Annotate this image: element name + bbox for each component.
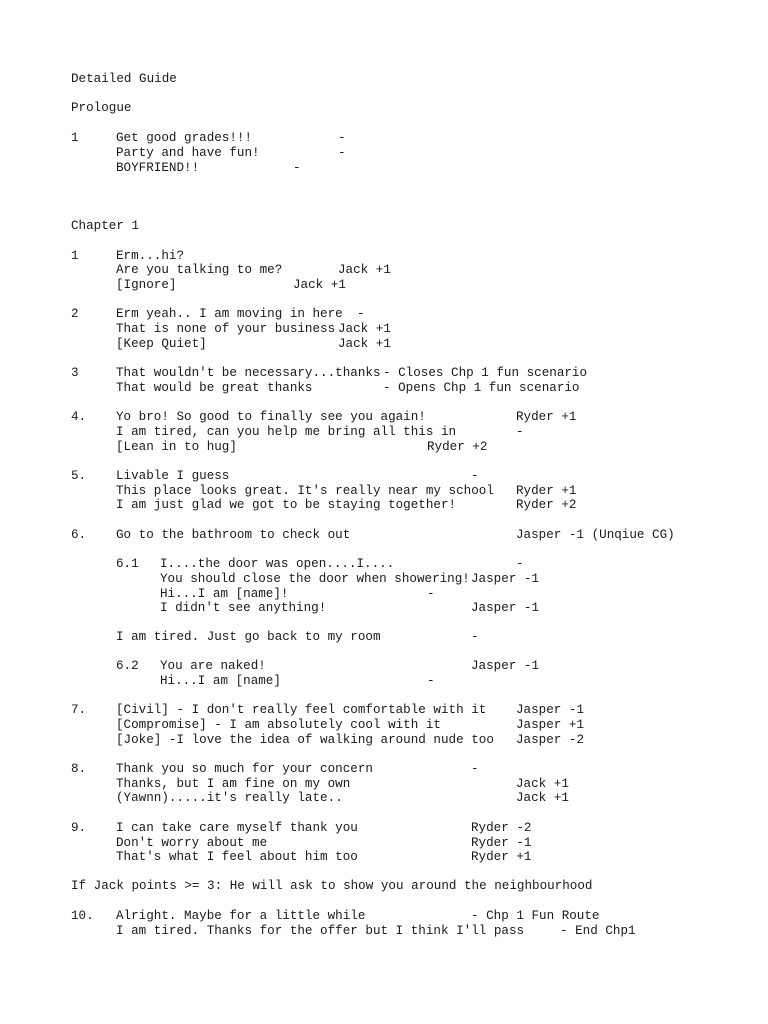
choice-result: - xyxy=(338,131,346,145)
prologue-heading: Prologue xyxy=(71,101,132,115)
choice-text: Are you talking to me? xyxy=(116,263,283,277)
choice-result: Ryder -1 xyxy=(471,836,532,850)
item-number: 1 xyxy=(71,249,79,263)
choice-text: That would be great thanks xyxy=(116,381,313,395)
choice-text: This place looks great. It's really near my school xyxy=(116,484,494,498)
item-number: 10. xyxy=(71,909,94,923)
choice-result: - xyxy=(471,762,479,776)
choice-text: Thanks, but I am fine on my own xyxy=(116,777,351,791)
choice-text: Erm yeah.. I am moving in here xyxy=(116,307,343,321)
item-number: 8. xyxy=(71,762,87,776)
choice-text: [Joke] -I love the idea of walking around nude too xyxy=(116,733,494,747)
choice-text: [Compromise] - I am absolutely cool with it xyxy=(116,718,441,732)
choice-text: I didn't see anything! xyxy=(160,601,327,615)
choice-result: - End Chp1 xyxy=(560,924,636,938)
choice-result: Ryder +1 xyxy=(516,410,577,424)
chapter-heading: Chapter 1 xyxy=(71,219,140,233)
choice-text: That's what I feel about him too xyxy=(116,850,358,864)
choice-text: Erm...hi? xyxy=(116,249,185,263)
choice-text: [Lean in to hug] xyxy=(116,440,237,454)
choice-text: Livable I guess xyxy=(116,469,230,483)
item-number: 5. xyxy=(71,469,87,483)
item-number: 1 xyxy=(71,131,79,145)
choice-result: Ryder +1 xyxy=(471,850,532,864)
choice-text: I am tired. Just go back to my room xyxy=(116,630,381,644)
item-number: 6. xyxy=(71,528,87,542)
choice-result: Jack +1 xyxy=(516,777,569,791)
choice-result: Jack +1 xyxy=(338,263,391,277)
choice-result: - xyxy=(471,469,479,483)
choice-result: Jack +1 xyxy=(338,337,391,351)
choice-text: BOYFRIEND!! xyxy=(116,161,200,175)
choice-result: - Chp 1 Fun Route xyxy=(471,909,600,923)
choice-text: Party and have fun! xyxy=(116,146,260,160)
choice-text: I am tired. Thanks for the offer but I think I'll pass xyxy=(116,924,525,938)
choice-result: Jasper -2 xyxy=(516,733,585,747)
choice-text: You are naked! xyxy=(160,659,266,673)
choice-result: - xyxy=(357,307,365,321)
choice-text: Thank you so much for your concern xyxy=(116,762,373,776)
choice-result: - xyxy=(516,425,524,439)
choice-result: - xyxy=(427,674,435,688)
choice-result: Ryder +2 xyxy=(427,440,488,454)
choice-result: - xyxy=(516,557,524,571)
choice-result: - Closes Chp 1 fun scenario xyxy=(383,366,588,380)
document-title: Detailed Guide xyxy=(71,72,177,86)
choice-result: Jasper -1 xyxy=(516,703,585,717)
choice-result: - xyxy=(338,146,346,160)
choice-result: Jasper -1 (Unqiue CG) xyxy=(516,528,675,542)
item-number: 7. xyxy=(71,703,87,717)
choice-result: Jack +1 xyxy=(516,791,569,805)
choice-result: Jasper +1 xyxy=(516,718,585,732)
choice-text: Hi...I am [name]! xyxy=(160,587,289,601)
choice-text: Hi...I am [name] xyxy=(160,674,281,688)
choice-text: [Civil] - I don't really feel comfortable with it xyxy=(116,703,487,717)
choice-text: [Ignore] xyxy=(116,278,177,292)
choice-result: - Opens Chp 1 fun scenario xyxy=(383,381,580,395)
choice-result: Jack +1 xyxy=(338,322,391,336)
choice-result: - xyxy=(471,630,479,644)
item-number: 6.2 xyxy=(116,659,139,673)
choice-result: Ryder -2 xyxy=(471,821,532,835)
choice-text: You should close the door when showering! xyxy=(160,572,470,586)
choice-text: [Keep Quiet] xyxy=(116,337,207,351)
choice-text: I am just glad we got to be staying together! xyxy=(116,498,457,512)
choice-text: Yo bro! So good to finally see you again! xyxy=(116,410,426,424)
choice-result: Ryder +1 xyxy=(516,484,577,498)
choice-result: Jasper -1 xyxy=(471,601,540,615)
choice-text: That wouldn't be necessary...thanks xyxy=(116,366,381,380)
choice-result: - xyxy=(427,587,435,601)
item-number: 4. xyxy=(71,410,87,424)
choice-result: Jack +1 xyxy=(293,278,346,292)
condition-note: If Jack points >= 3: He will ask to show you around the neighbourhood xyxy=(71,879,593,893)
item-number: 9. xyxy=(71,821,87,835)
choice-text: That is none of your business xyxy=(116,322,336,336)
choice-text: I....the door was open....I.... xyxy=(160,557,395,571)
choice-result: Ryder +2 xyxy=(516,498,577,512)
choice-text: Get good grades!!! xyxy=(116,131,253,145)
choice-text: Alright. Maybe for a little while xyxy=(116,909,366,923)
choice-result: Jasper -1 xyxy=(471,572,540,586)
choice-result: - xyxy=(293,161,301,175)
choice-text: I can take care myself thank you xyxy=(116,821,358,835)
choice-text: (Yawnn).....it's really late.. xyxy=(116,791,343,805)
item-number: 6.1 xyxy=(116,557,139,571)
choice-text: Go to the bathroom to check out xyxy=(116,528,351,542)
choice-text: I am tired, can you help me bring all this in xyxy=(116,425,457,439)
choice-text: Don't worry about me xyxy=(116,836,268,850)
item-number: 3 xyxy=(71,366,79,380)
item-number: 2 xyxy=(71,307,79,321)
choice-result: Jasper -1 xyxy=(471,659,540,673)
